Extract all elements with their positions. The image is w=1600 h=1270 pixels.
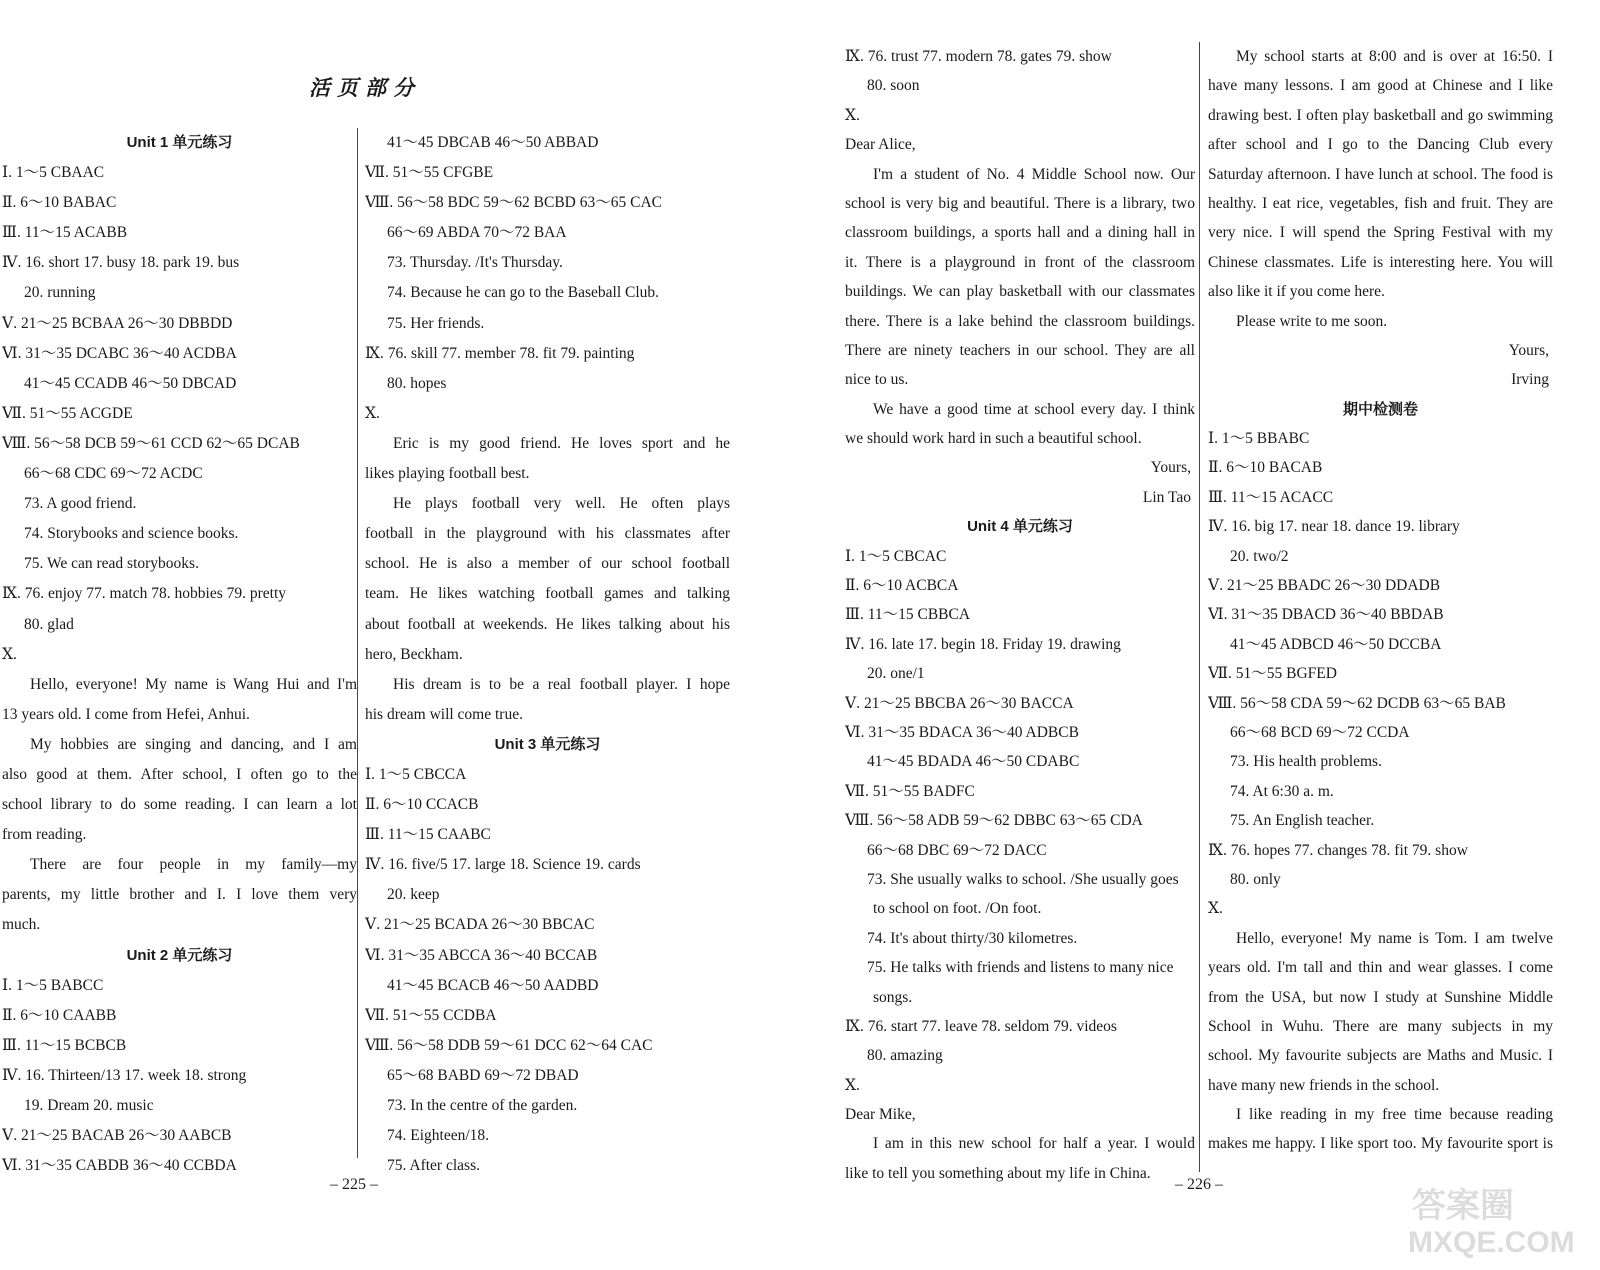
answer-line: we should work hard in such a beautiful school. — [845, 430, 1142, 448]
answer-line: Ⅰ. 1～5 CBCCA — [365, 765, 467, 783]
answer-line: Ⅳ. 16. big 17. near 18. dance 19. library — [1208, 518, 1460, 536]
answer-line: 73. In the centre of the garden. — [387, 1097, 578, 1114]
answer-line: Ⅵ. 31～35 DBACD 36～40 BBDAB — [1208, 606, 1444, 624]
answer-line: there. There is a lake behind the classroom buildings. — [845, 312, 1195, 330]
answer-line: I like reading in my free time because reading — [1236, 1106, 1553, 1124]
watermark-text: 答案圈 — [1412, 1187, 1514, 1225]
answer-line: drawing best. I often play basketball and go swimming — [1208, 106, 1553, 124]
answer-line: Yours, — [1508, 341, 1549, 359]
answer-line: 66～68 CDC 69～72 ACDC — [24, 465, 203, 483]
answer-line: Saturday afternoon. I have lunch at school. The food is — [1208, 165, 1553, 183]
answer-line: 20. two/2 — [1230, 547, 1289, 565]
answer-line: Ⅲ. 11～15 CBBCA — [845, 606, 971, 624]
answer-line: Ⅸ. 76. enjoy 77. match 78. hobbies 79. pretty — [2, 585, 287, 603]
section-heading: Unit 2 单元练习 — [126, 946, 233, 964]
answer-line: I am in this new school for half a year. I would — [873, 1135, 1195, 1153]
answer-line: Hello, everyone! My name is Tom. I am twelve — [1236, 929, 1553, 947]
answer-line: His dream is to be a real football player. I hope — [393, 675, 730, 693]
answer-line: it. There is a playground in front of the classroom — [845, 253, 1195, 271]
answer-line: Ⅹ. — [2, 645, 17, 663]
answer-line: 41～45 BCACB 46～50 AADBD — [387, 976, 599, 994]
answer-column-2 — [365, 128, 730, 1210]
answer-line: 66～68 BCD 69～72 CCDA — [1230, 723, 1410, 741]
answer-line: much. — [2, 916, 41, 934]
answer-line: I'm a student of No. 4 Middle School now. Our — [873, 165, 1195, 183]
answer-line: from the USA, but now I study at Sunshine Middle — [1208, 988, 1553, 1006]
answer-line: Ⅹ. — [365, 404, 380, 422]
answer-line: Ⅰ. 1～5 BBABC — [1208, 430, 1310, 448]
answer-line: 20. keep — [387, 886, 440, 904]
answer-line: 20. one/1 — [867, 665, 925, 683]
answer-line: 75. We can read storybooks. — [24, 555, 199, 573]
answer-line: from reading. — [2, 826, 87, 844]
answer-line: Ⅵ. 31～35 DCABC 36～40 ACDBA — [2, 344, 237, 362]
answer-line: Ⅰ. 1～5 CBAAC — [2, 164, 105, 182]
answer-line: football in the playground with his classmates after — [365, 525, 730, 543]
answer-line: Ⅵ. 31～35 ABCCA 36～40 BCCAB — [365, 946, 598, 964]
section-heading: 期中检测卷 — [1342, 400, 1418, 418]
answer-line: Ⅱ. 6～10 BACAB — [1208, 459, 1323, 477]
answer-line: Ⅶ. 51～55 BGFED — [1208, 665, 1337, 683]
answer-line: 13 years old. I come from Hefei, Anhui. — [2, 705, 250, 723]
answer-line: songs. — [873, 988, 913, 1006]
answer-line: 66～68 DBC 69～72 DACC — [867, 841, 1047, 859]
answer-line: 74. It's about thirty/30 kilometres. — [867, 929, 1078, 947]
answer-line: healthy. I eat rice, vegetables, fish and fruit. They are — [1208, 194, 1553, 212]
answer-line: Ⅱ. 6～10 CCACB — [365, 796, 479, 814]
answer-line: his dream will come true. — [365, 705, 523, 723]
answer-line: like to tell you something about my life in China. — [845, 1164, 1151, 1182]
answer-line: 41～45 DBCAB 46～50 ABBAD — [387, 134, 599, 151]
answer-line: Ⅹ. — [845, 106, 860, 124]
answer-line: years old. I'm tall and thin and wear glasses. I come — [1208, 959, 1553, 977]
answer-line: Ⅹ. — [845, 1076, 860, 1094]
answer-line: makes me happy. I like sport too. My favourite sport is — [1208, 1135, 1553, 1153]
answer-line: Ⅱ. 6～10 BABAC — [2, 194, 117, 212]
answer-line: classroom buildings, a sports hall and a dining hall in — [845, 224, 1195, 242]
answer-line: Ⅳ. 16. Thirteen/13 17. week 18. strong — [2, 1066, 247, 1084]
answer-line: school is very big and beautiful. There is a library, two — [845, 194, 1195, 212]
section-heading: Unit 3 单元练习 — [494, 735, 601, 753]
answer-line: We have a good time at school every day. I think — [873, 400, 1195, 418]
answer-line: Ⅷ. 56～58 CDA 59～62 DCDB 63～65 BAB — [1208, 694, 1506, 712]
answer-line: Ⅲ. 11～15 ACABB — [2, 224, 128, 242]
answer-line: Ⅵ. 31～35 BDACA 36～40 ADBCB — [845, 723, 1079, 741]
answer-line: Ⅴ. 21～25 BBADC 26～30 DDADB — [1208, 577, 1441, 595]
answer-line: 65～68 BABD 69～72 DBAD — [387, 1066, 579, 1084]
answer-line: 75. After class. — [387, 1157, 480, 1175]
answer-line: after school and I go to the Dancing Club every — [1208, 136, 1553, 154]
answer-line: 41～45 CCADB 46～50 DBCAD — [24, 374, 237, 392]
answer-line: Ⅷ. 56～58 DCB 59～61 CCD 62～65 DCAB — [2, 434, 300, 452]
answer-line: 80. glad — [24, 615, 74, 633]
answer-line: Ⅶ. 51～55 ACGDE — [2, 404, 133, 422]
answer-line: There are ninety teachers in our school. They are all — [845, 341, 1195, 359]
answer-line: Ⅴ. 21～25 BACAB 26～30 AABCB — [2, 1127, 232, 1145]
answer-column-3 — [845, 42, 1195, 1210]
answer-line: to school on foot. /On foot. — [873, 900, 1042, 918]
answer-line: Ⅷ. 56～58 ADB 59～62 DBBC 63～65 CDA — [845, 812, 1143, 830]
answer-line: 20. running — [24, 284, 96, 302]
answer-line: very nice. I will spend the Spring Festival with my — [1208, 224, 1553, 242]
answer-line: Dear Mike, — [845, 1106, 916, 1124]
answer-line: school. He is also a member of our school football — [365, 555, 730, 573]
page-title: 活页部分 — [309, 76, 421, 100]
answer-line: Ⅹ. — [1208, 900, 1223, 918]
answer-line: 74. Storybooks and science books. — [24, 525, 239, 543]
answer-line: Ⅴ. 21～25 BCBAA 26～30 DBBDD — [2, 314, 233, 332]
answer-line: 75. He talks with friends and listens to many nice — [867, 959, 1174, 977]
answer-line: school library to do some reading. I can learn a lot — [2, 796, 357, 814]
answer-line: Ⅷ. 56～58 BDC 59～62 BCBD 63～65 CAC — [365, 194, 662, 212]
answer-line: 19. Dream 20. music — [24, 1097, 154, 1114]
page-number-right: – 226 – — [1175, 1176, 1223, 1193]
answer-line: nice to us. — [845, 371, 909, 389]
answer-line: parents, my little brother and I. I love them very — [2, 886, 357, 904]
answer-line: School in Wuhu. There are many subjects in my — [1208, 1017, 1553, 1035]
answer-line: He plays football very well. He often plays — [393, 495, 730, 513]
answer-line: Irving — [1511, 371, 1549, 389]
watermark-logo — [1408, 1178, 1598, 1268]
answer-column-4 — [1208, 42, 1553, 1210]
answer-line: 41～45 ADBCD 46～50 DCCBA — [1230, 635, 1442, 653]
answer-line: Ⅵ. 31～35 CABDB 36～40 CCBDA — [2, 1157, 237, 1175]
answer-line: 73. Thursday. /It's Thursday. — [387, 254, 563, 272]
answer-line: have many lessons. I am good at Chinese and I like — [1208, 77, 1553, 95]
answer-line: Ⅰ. 1～5 CBCAC — [845, 547, 947, 565]
answer-line: Ⅰ. 1～5 BABCC — [2, 976, 104, 994]
answer-line: Ⅳ. 16. late 17. begin 18. Friday 19. drawing — [845, 635, 1121, 653]
answer-line: likes playing football best. — [365, 465, 530, 483]
answer-line: 73. His health problems. — [1230, 753, 1382, 771]
answer-line: Lin Tao — [1142, 488, 1191, 506]
page-number-left: – 225 – — [330, 1176, 378, 1193]
answer-line: Ⅲ. 11～15 ACACC — [1208, 488, 1334, 506]
answer-line: Ⅳ. 16. five/5 17. large 18. Science 19. cards — [365, 856, 641, 874]
answer-line: 74. At 6:30 a. m. — [1230, 782, 1334, 800]
answer-line: Ⅷ. 56～58 DDB 59～61 DCC 62～64 CAC — [365, 1036, 653, 1054]
answer-line: school. My favourite subjects are Maths and Music. I — [1208, 1047, 1553, 1065]
column-divider-left — [357, 128, 358, 1158]
answer-line: also like it if you come here. — [1208, 283, 1385, 301]
answer-line: have many new friends in the school. — [1208, 1076, 1440, 1094]
answer-line: Ⅱ. 6～10 ACBCA — [845, 577, 959, 595]
answer-line: about football at weekends. He likes talking about his — [365, 615, 730, 633]
answer-line: Ⅲ. 11～15 CAABC — [365, 826, 491, 844]
answer-line: Eric is my good friend. He loves sport and he — [393, 434, 730, 452]
answer-line: Ⅸ. 76. start 77. leave 78. seldom 79. videos — [845, 1017, 1117, 1035]
answer-line: 80. soon — [867, 77, 920, 95]
answer-line: 80. only — [1230, 870, 1281, 888]
answer-line: Hello, everyone! My name is Wang Hui and I'm — [30, 675, 357, 693]
section-heading: Unit 1 单元练习 — [126, 134, 233, 151]
answer-line: also good at them. After school, I often go to the — [2, 765, 357, 783]
answer-line: There are four people in my family—my — [30, 856, 357, 874]
answer-line: 74. Because he can go to the Baseball Club. — [387, 284, 660, 302]
answer-line: 74. Eighteen/18. — [387, 1127, 490, 1145]
answer-line: buildings. We can play basketball with our classmates — [845, 283, 1195, 301]
answer-line: 41～45 BDADA 46～50 CDABC — [867, 753, 1080, 771]
answer-line: 80. hopes — [387, 374, 447, 392]
watermark-url: MXQE.COM — [1408, 1226, 1575, 1259]
answer-column-1 — [2, 128, 357, 1210]
answer-line: 73. A good friend. — [24, 495, 137, 513]
answer-line: Ⅶ. 51～55 CCDBA — [365, 1006, 497, 1024]
answer-line: Yours, — [1150, 459, 1191, 477]
answer-line: Ⅶ. 51～55 CFGBE — [365, 164, 494, 182]
answer-line: 80. amazing — [867, 1047, 943, 1065]
answer-line: Please write to me soon. — [1236, 312, 1388, 330]
answer-line: Dear Alice, — [845, 136, 916, 154]
answer-line: Ⅸ. 76. skill 77. member 78. fit 79. painting — [365, 344, 635, 362]
answer-line: Ⅳ. 16. short 17. busy 18. park 19. bus — [2, 254, 240, 272]
answer-line: Ⅴ. 21～25 BCADA 26～30 BBCAC — [365, 916, 595, 934]
answer-line: 75. An English teacher. — [1230, 812, 1375, 830]
answer-line: 66～69 ABDA 70～72 BAA — [387, 224, 567, 242]
answer-line: Ⅴ. 21～25 BBCBA 26～30 BACCA — [845, 694, 1074, 712]
answer-line: Ⅸ. 76. hopes 77. changes 78. fit 79. show — [1208, 841, 1468, 859]
answer-line: 73. She usually walks to school. /She usually goes — [867, 870, 1179, 888]
section-heading: Unit 4 单元练习 — [967, 518, 1073, 536]
column-divider-right — [1199, 42, 1200, 1172]
answer-line: My school starts at 8:00 and is over at 16:50. I — [1236, 48, 1553, 65]
answer-line: Ⅸ. 76. trust 77. modern 78. gates 79. show — [845, 48, 1112, 65]
answer-line: My hobbies are singing and dancing, and I am — [30, 735, 357, 753]
answer-line: hero, Beckham. — [365, 645, 463, 663]
answer-line: Ⅱ. 6～10 CAABB — [2, 1006, 117, 1024]
answer-line: Chinese classmates. Life is interesting here. You will — [1208, 253, 1553, 271]
answer-line: 75. Her friends. — [387, 314, 485, 332]
answer-line: Ⅲ. 11～15 BCBCB — [2, 1036, 127, 1054]
answer-line: team. He likes watching football games and talking — [365, 585, 730, 603]
answer-line: Ⅶ. 51～55 BADFC — [845, 782, 975, 800]
